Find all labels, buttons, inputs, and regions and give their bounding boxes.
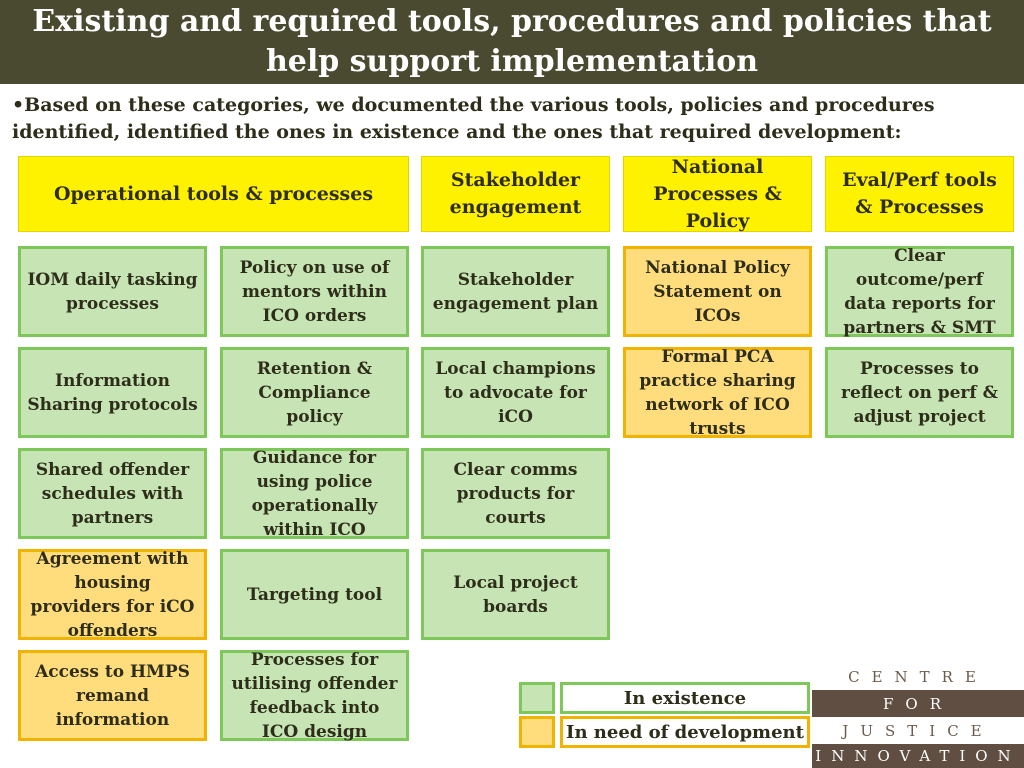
logo-line-for: FOR	[812, 690, 1024, 717]
cell-stakeholder-2: Clear comms products for courts	[421, 448, 610, 539]
cell-evalperf-1: Processes to reflect on perf & adjust project	[825, 347, 1014, 438]
legend-label-existing: In existence	[560, 682, 810, 714]
legend-swatch-existing	[519, 682, 555, 714]
logo-line-innovation: INNOVATION	[812, 744, 1024, 768]
cell-op2-3: Targeting tool	[220, 549, 409, 640]
title-bar	[0, 0, 1024, 84]
intro-text: •Based on these categories, we documented the various tools, policies and procedures identified, identified the ones in existence and the ones that required development:	[12, 94, 935, 143]
cell-op1-2: Shared offender schedules with partners	[18, 448, 207, 539]
cell-op1-3: Agreement with housing providers for iCO offenders	[18, 549, 207, 640]
header-stakeholder: Stakeholder engagement	[421, 156, 610, 232]
header-national: National Processes & Policy	[623, 156, 812, 232]
logo-line-centre: CENTRE	[812, 663, 1024, 690]
slide-title: Existing and required tools, procedures and policies that help support implementation	[32, 4, 992, 79]
cell-op2-1: Retention & Compliance policy	[220, 347, 409, 438]
cell-op1-0: IOM daily tasking processes	[18, 246, 207, 337]
cell-op2-0: Policy on use of mentors within ICO orders	[220, 246, 409, 337]
cell-op1-1: Information Sharing protocols	[18, 347, 207, 438]
header-operational: Operational tools & processes	[18, 156, 409, 232]
header-evalperf: Eval/Perf tools & Processes	[825, 156, 1014, 232]
cell-op1-4: Access to HMPS remand information	[18, 650, 207, 741]
cell-national-0: National Policy Statement on ICOs	[623, 246, 812, 337]
cell-evalperf-0: Clear outcome/perf data reports for partners & SMT	[825, 246, 1014, 337]
legend-label-development: In need of development	[560, 716, 810, 748]
cell-stakeholder-0: Stakeholder engagement plan	[421, 246, 610, 337]
cell-stakeholder-3: Local project boards	[421, 549, 610, 640]
cell-op2-2: Guidance for using police operationally within ICO	[220, 448, 409, 539]
cell-op2-4: Processes for utilising offender feedback into ICO design	[220, 650, 409, 741]
cell-national-1: Formal PCA practice sharing network of ICO trusts	[623, 347, 812, 438]
cell-stakeholder-1: Local champions to advocate for iCO	[421, 347, 610, 438]
legend-swatch-development	[519, 716, 555, 748]
logo-line-justice: JUSTICE	[812, 717, 1024, 744]
